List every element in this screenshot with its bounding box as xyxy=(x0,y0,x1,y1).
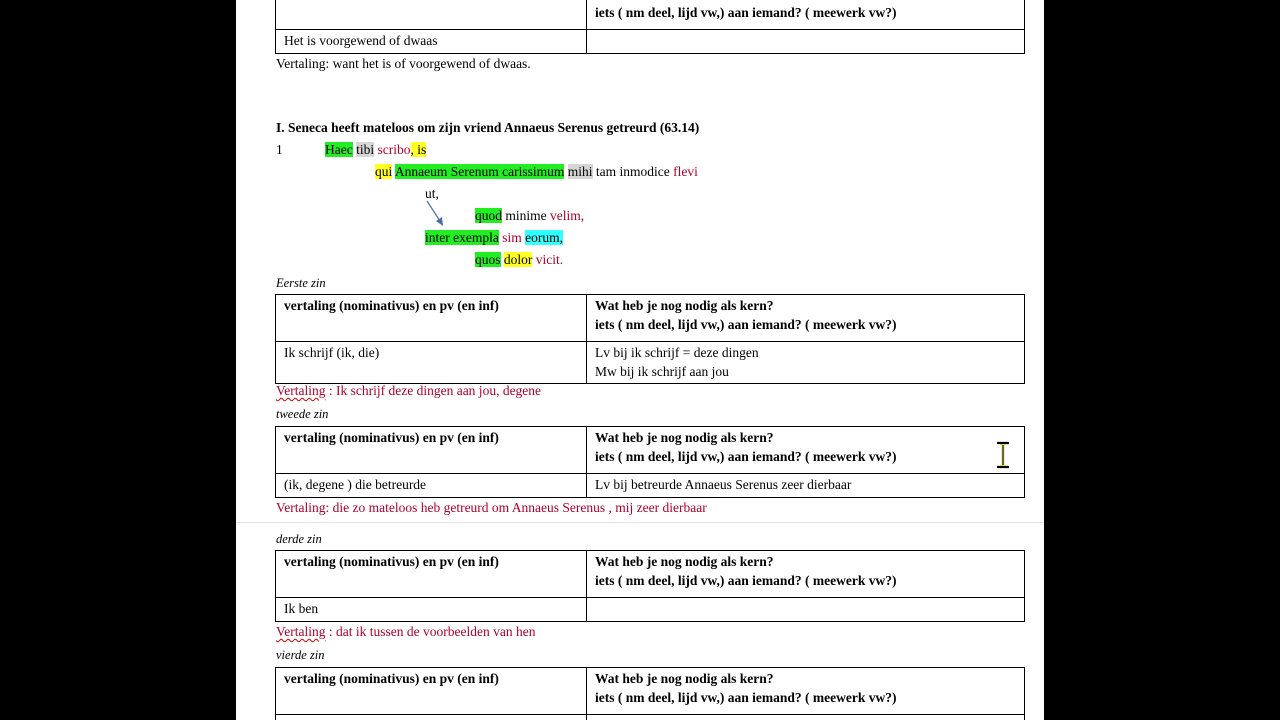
top-table-answer-left[interactable]: Het is voorgewend of dwaas xyxy=(276,30,587,54)
latin-quod: quod xyxy=(475,208,502,223)
vertaling-3-text: : dat ik tussen de voorbeelden van hen xyxy=(325,624,536,639)
latin-minime: minime xyxy=(502,208,550,223)
latin-vicit: vicit. xyxy=(535,252,564,267)
answer-right-4[interactable] xyxy=(587,715,1025,720)
arrow-icon xyxy=(424,199,448,229)
latin-eorum: eorum, xyxy=(525,230,563,245)
answer-left-4[interactable] xyxy=(276,715,587,720)
table-header-right-line1: Wat heb je nog nodig als kern? xyxy=(595,671,774,686)
text-cursor-icon xyxy=(994,441,1012,469)
analysis-table-2 xyxy=(275,426,1025,498)
analysis-table-4 xyxy=(275,667,1025,720)
table-header-right-line2: iets ( nm deel, lijd vw,) aan iemand? ( meewerk vw?) xyxy=(595,316,897,332)
table-header-right xyxy=(587,551,1025,598)
section-label-2: tweede zin xyxy=(276,407,329,421)
section-label-1: Eerste zin xyxy=(276,276,326,290)
answer-left-1[interactable]: Ik schrijf (ik, die) xyxy=(276,342,587,384)
answer-left-3[interactable]: Ik ben xyxy=(276,598,587,622)
answer-right-1-line1: Lv bij ik schrijf = deze dingen xyxy=(595,345,759,360)
table-header-left: vertaling (nominativus) en pv (en inf) xyxy=(276,295,587,342)
table-header-right-line1: Wat heb je nog nodig als kern? xyxy=(595,554,774,569)
section-label-3: derde zin xyxy=(276,532,322,546)
top-vertaling: Vertaling: want het is of voorgewend of dwaas. xyxy=(276,56,531,71)
table-header-right-line2: iets ( nm deel, lijd vw,) aan iemand? ( meewerk vw?) xyxy=(595,572,897,588)
latin-is: , is xyxy=(410,142,427,157)
document-page xyxy=(236,0,1044,720)
latin-mihi: mihi xyxy=(567,164,593,179)
table-header-right xyxy=(587,295,1025,342)
latin-scribo: scribo xyxy=(377,142,411,157)
table-header-right xyxy=(587,427,1025,474)
latin-sim: sim xyxy=(502,230,522,245)
top-table-cell-right: iets ( nm deel, lijd vw,) aan iemand? ( meewerk vw?) xyxy=(587,0,1025,30)
latin-velim: velim, xyxy=(550,208,585,223)
vertaling-2: Vertaling: die zo mateloos heb getreurd om Annaeus Serenus , mij zeer dierbaar xyxy=(276,500,707,515)
table-header-right xyxy=(587,668,1025,715)
answer-left-2[interactable]: (ik, degene ) die betreurde xyxy=(276,474,587,498)
answer-right-1[interactable] xyxy=(587,342,1025,384)
table-header-right-line2: iets ( nm deel, lijd vw,) aan iemand? ( meewerk vw?) xyxy=(595,689,897,705)
answer-right-2[interactable]: Lv bij betreurde Annaeus Serenus zeer dierbaar xyxy=(587,474,1025,498)
top-table-cell-left xyxy=(276,0,587,30)
table-header-left: vertaling (nominativus) en pv (en inf) xyxy=(276,668,587,715)
table-header-right-line1: Wat heb je nog nodig als kern? xyxy=(595,298,774,313)
table-header-left: vertaling (nominativus) en pv (en inf) xyxy=(276,551,587,598)
section-heading: I. Seneca heeft mateloos om zijn vriend Annaeus Serenus getreurd (63.14) xyxy=(276,120,700,135)
latin-dolor: dolor xyxy=(503,252,533,267)
answer-right-1-line2: Mw bij ik schrijf aan jou xyxy=(595,363,729,379)
top-table-answer-right[interactable] xyxy=(587,30,1025,54)
vertaling-1-label: Vertaling xyxy=(276,383,326,398)
section-label-4: vierde zin xyxy=(276,648,325,662)
analysis-table-1 xyxy=(275,294,1025,384)
latin-line-number: 1 xyxy=(276,142,283,157)
latin-line-4 xyxy=(425,228,563,247)
vertaling-3 xyxy=(276,622,535,641)
latin-line-1 xyxy=(325,140,426,159)
latin-tam-inmodice: tam inmodice xyxy=(592,164,674,179)
latin-qui: qui xyxy=(375,164,393,179)
page-break-divider xyxy=(236,522,1044,523)
answer-right-3[interactable] xyxy=(587,598,1025,622)
table-header-right-line1: Wat heb je nog nodig als kern? xyxy=(595,430,774,445)
latin-line-2 xyxy=(375,162,698,181)
latin-annaeum: Annaeum Serenum carissimum xyxy=(394,164,565,179)
latin-flevi: flevi xyxy=(673,164,698,179)
table-header-left: vertaling (nominativus) en pv (en inf) xyxy=(276,427,587,474)
latin-quos: quos xyxy=(475,252,501,267)
table-header-right-line2: iets ( nm deel, lijd vw,) aan iemand? ( meewerk vw?) xyxy=(595,448,897,464)
latin-ut: ut, xyxy=(425,186,439,201)
vertaling-1 xyxy=(276,381,541,400)
latin-inter-exempla: inter exempla xyxy=(425,230,499,245)
analysis-table-3 xyxy=(275,550,1025,622)
top-table xyxy=(275,0,1025,54)
latin-tibi: tibi xyxy=(356,142,375,157)
vertaling-1-text: : Ik schrijf deze dingen aan jou, degene xyxy=(325,383,542,398)
latin-line-5 xyxy=(475,250,563,269)
latin-line-3 xyxy=(475,206,584,225)
vertaling-3-label: Vertaling xyxy=(276,624,326,639)
latin-haec: Haec xyxy=(325,142,353,157)
